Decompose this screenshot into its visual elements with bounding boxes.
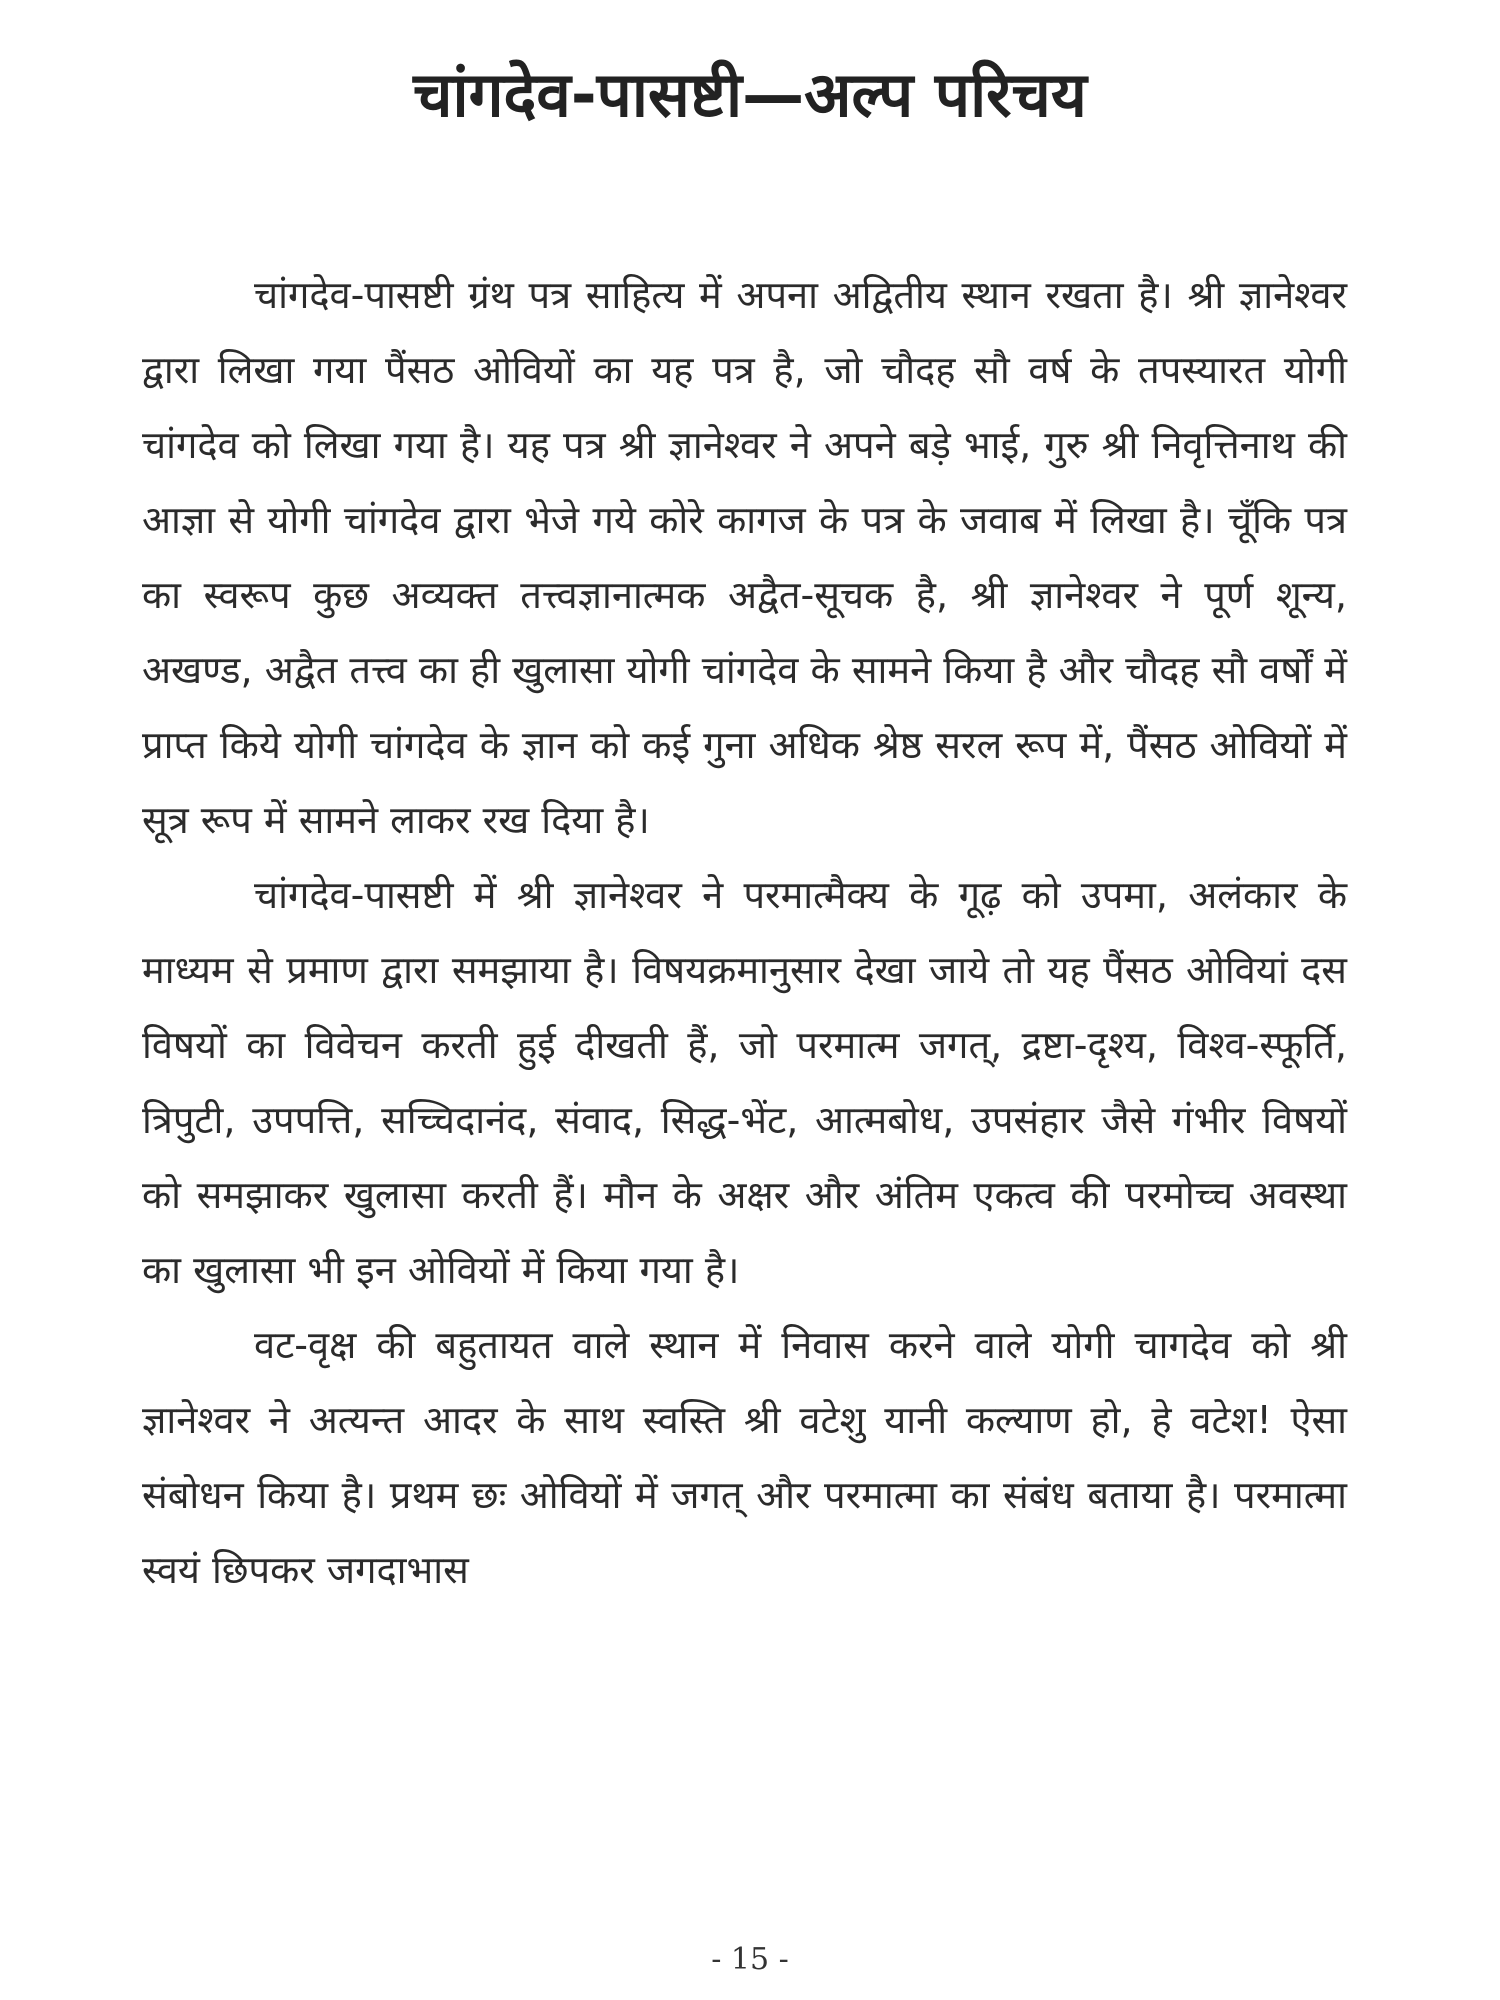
paragraph-3: वट-वृक्ष की बहुतायत वाले स्थान में निवास करने वाले योगी चागदेव को श्री ज्ञानेश्वर ने अत्यन्त आदर के साथ स्वस्ति श्री वटेशु यानी कल्याण हो, हे वटेश! ऐसा संबोधन किया है। प्रथम छः ओवियों में जगत् और परमात्मा का संबंध बताया है। परमात्मा स्वयं छिपकर जगदाभास [142,1323,1347,1592]
page-number: - 15 - [711,1942,789,1977]
paragraph-1: चांगदेव-पासष्टी ग्रंथ पत्र साहित्य में अपना अद्वितीय स्थान रखता है। श्री ज्ञानेश्वर द्वारा लिखा गया पैंसठ ओवियों का यह पत्र है, जो चौदह सौ वर्ष के तपस्यारत योगी चांगदेव को लिखा गया है। यह पत्र श्री ज्ञानेश्वर ने अपने बड़े भाई, गुरु श्री निवृत्तिनाथ की आज्ञा से योगी चांगदेव द्वारा भेजे गये कोरे कागज के पत्र के जवाब में लिखा है। चूँकि पत्र का स्वरूप कुछ अव्यक्त तत्त्वज्ञानात्मक अद्वैत-सूचक है, श्री ज्ञानेश्वर ने पूर्ण शून्य, अखण्ड, अद्वैत तत्त्व का ही खुलासा योगी चांगदेव के सामने किया है और चौदह सौ वर्षों में प्राप्त किये योगी चांगदेव के ज्ञान को कई गुना अधिक श्रेष्ठ सरल रूप में, पैंसठ ओवियों में सूत्र रूप में सामने लाकर रख दिया है। [142,273,1347,842]
paragraph-2: चांगदेव-पासष्टी में श्री ज्ञानेश्वर ने परमात्मैक्य के गूढ़ को उपमा, अलंकार के माध्यम से प्रमाण द्वारा समझाया है। विषयक्रमानुसार देखा जाये तो यह पैंसठ ओवियां दस विषयों का विवेचन करती हुई दीखती हैं, जो परमात्म जगत्, द्रष्टा-दृश्य, विश्व-स्फूर्ति, त्रिपुटी, उपपत्ति, सच्चिदानंद, संवाद, सिद्ध-भेंट, आत्मबोध, उपसंहार जैसे गंभीर विषयों को समझाकर खुलासा करती हैं। मौन के अक्षर और अंतिम एकत्व की परमोच्च अवस्था का खुलासा भी इन ओवियों में किया गया है। [142,873,1347,1292]
page-title: चांगदेव-पासष्टी—अल्प परिचय [413,58,1087,131]
body-text [142,258,1347,1608]
